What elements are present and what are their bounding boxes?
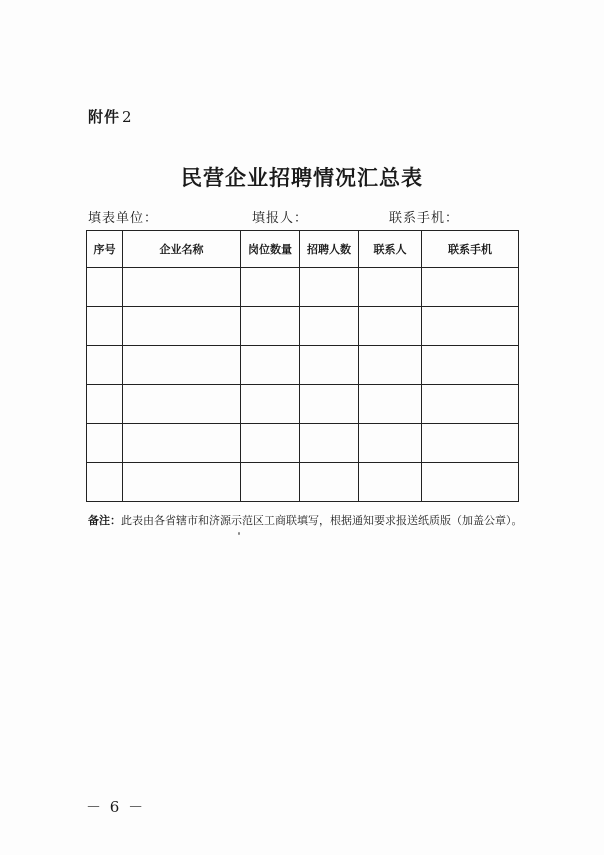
header-serial: 序号: [87, 231, 123, 268]
fill-unit-label: 填表单位：: [88, 211, 159, 226]
table-cell[interactable]: [300, 463, 359, 502]
table-cell[interactable]: [422, 424, 519, 463]
table-cell[interactable]: [241, 307, 300, 346]
table-cell[interactable]: [87, 424, 123, 463]
table-cell[interactable]: [422, 346, 519, 385]
table-cell[interactable]: [422, 268, 519, 307]
table-cell[interactable]: [87, 307, 123, 346]
table-cell[interactable]: [359, 424, 422, 463]
table-row: [87, 307, 519, 346]
header-contact-person: 联系人: [359, 231, 422, 268]
table-cell[interactable]: [359, 268, 422, 307]
recruitment-summary-table: [86, 230, 519, 502]
scan-speck: [238, 532, 240, 535]
header-company-name: 企业名称: [123, 231, 241, 268]
table-cell[interactable]: [123, 424, 241, 463]
attachment-text: 附件: [88, 108, 121, 126]
note-label: 备注：: [88, 514, 121, 527]
table-cell[interactable]: [300, 424, 359, 463]
table-header-row: [87, 231, 519, 268]
page-number: － 6 －: [86, 798, 146, 816]
table-row: [87, 385, 519, 424]
attachment-label: [88, 106, 133, 127]
header-position-count: 岗位数量: [241, 231, 300, 268]
table-cell[interactable]: [300, 385, 359, 424]
table-cell[interactable]: [87, 268, 123, 307]
table-cell[interactable]: [87, 463, 123, 502]
table-cell[interactable]: [123, 268, 241, 307]
table-cell[interactable]: [241, 424, 300, 463]
header-contact-phone: 联系手机: [422, 231, 519, 268]
table-cell[interactable]: [300, 307, 359, 346]
table-cell[interactable]: [359, 346, 422, 385]
table-cell[interactable]: [359, 307, 422, 346]
table-row: [87, 268, 519, 307]
table-cell[interactable]: [422, 307, 519, 346]
table-cell[interactable]: [241, 346, 300, 385]
table-cell[interactable]: [422, 463, 519, 502]
table-cell[interactable]: [300, 268, 359, 307]
contact-phone-label: 联系手机：: [389, 211, 460, 226]
table-cell[interactable]: [241, 385, 300, 424]
page-title: 民营企业招聘情况汇总表: [181, 165, 423, 190]
table-cell[interactable]: [359, 463, 422, 502]
table-cell[interactable]: [123, 463, 241, 502]
attachment-number: 2: [122, 108, 133, 126]
header-hiring-count: 招聘人数: [300, 231, 359, 268]
filler-person-label: 填报人：: [252, 211, 309, 226]
table-cell[interactable]: [87, 385, 123, 424]
table-cell[interactable]: [422, 385, 519, 424]
table-note: [88, 512, 523, 528]
table-cell[interactable]: [123, 307, 241, 346]
table-cell[interactable]: [123, 346, 241, 385]
table-cell[interactable]: [241, 463, 300, 502]
table-cell[interactable]: [300, 346, 359, 385]
table-cell[interactable]: [87, 346, 123, 385]
table-row: [87, 463, 519, 502]
table-row: [87, 424, 519, 463]
table-cell[interactable]: [359, 385, 422, 424]
table-cell[interactable]: [123, 385, 241, 424]
table-row: [87, 346, 519, 385]
note-text: 此表由各省辖市和济源示范区工商联填写，根据通知要求报送纸质版（加盖公章）。: [121, 514, 523, 527]
table-cell[interactable]: [241, 268, 300, 307]
